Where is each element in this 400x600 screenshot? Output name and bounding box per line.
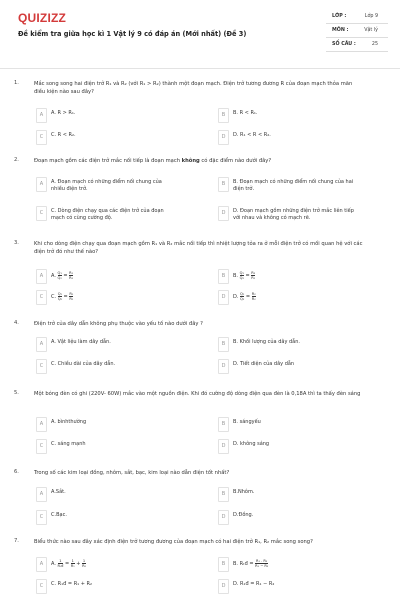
meta-row-count: SỐ CÂU : 25 bbox=[326, 38, 388, 52]
formula: $\frac{\text{Q₁}}{\text{Q₂}}$ bbox=[239, 271, 244, 280]
formula: $\frac{\text{R₁ . R₂}}{\text{R₁ − R₂}}$ bbox=[255, 559, 269, 568]
formula: $\frac{\text{Q₁}}{\text{Q₂}}$ bbox=[240, 292, 245, 301]
question-text: Trong số các kim loại đồng, nhôm, sắt, bạc, kim loại nào dẫn điện tốt nhất? bbox=[34, 470, 230, 476]
header bbox=[0, 0, 400, 64]
info-table bbox=[326, 10, 388, 52]
question-text: Biểu thức nào sau đây xác định điện trở tương đương của đoạn mạch có hai điện trở R₁, R₂ mắc song song? bbox=[34, 539, 313, 545]
formula: $\frac{1}{\text{Rₜđ}}$ bbox=[57, 559, 64, 568]
meta-row-subject: MÔN : Vật lý bbox=[326, 24, 388, 38]
formula: $\frac{\text{Q₁}}{\text{Q₂}}$ bbox=[57, 292, 62, 301]
quizizz-logo: QUIZIZZ bbox=[18, 11, 67, 25]
formula: $\frac{\text{Q₁}}{\text{Q₂}}$ bbox=[57, 271, 62, 280]
question-text: Đoạn mạch gồm các điện trở mắc nối tiếp là đoạn mạch không có đặc điểm nào dưới đây? bbox=[34, 158, 272, 164]
question-text: Một bóng đèn có ghi (220V- 60W) mắc vào một nguồn điện. Khi đó cường độ dòng điện qua đèn là 0,18A thì ta thấy đèn sáng bbox=[34, 391, 361, 397]
question-text: Khi cho dòng điện chạy qua đoạn mạch gồm R₁ và R₂ mắc nối tiếp thì nhiệt lượng tỏa ra ở mỗi điện trở có mối quan hệ với các điện trở đó như thế nào? bbox=[34, 241, 363, 255]
divider bbox=[0, 68, 400, 69]
question-text: Mắc song song hai điện trở R₁ và R₂ (với R₁ > R₂) thành một đoạn mạch. Điện trở tương đương R của đoạn mạch thỏa mãn điều kiện nào sau đây? bbox=[34, 81, 353, 95]
page-title: Đề kiểm tra giữa học kì 1 Vật lý 9 có đáp án (Mới nhất) (Đề 3) bbox=[18, 30, 247, 38]
meta-row-class: LỚP : Lớp 9 bbox=[326, 10, 388, 24]
question-text: Điện trở của dây dẫn không phụ thuộc vào yếu tố nào dưới đây ? bbox=[34, 321, 203, 327]
